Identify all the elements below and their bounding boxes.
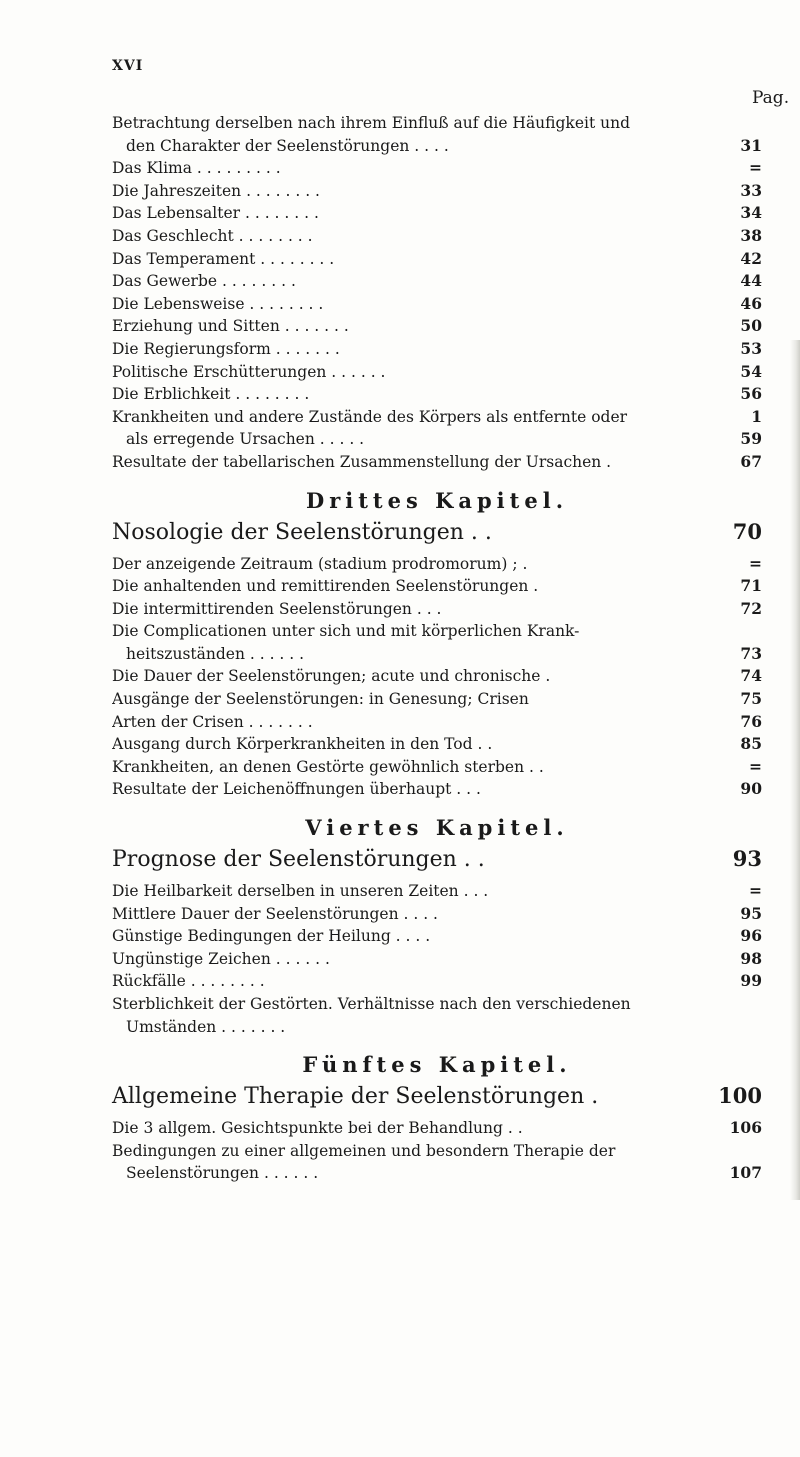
toc-entry: Das Temperament . . . . . . . . 42 — [112, 248, 762, 268]
toc-entry: Betrachtung derselben nach ihrem Einfluß auf die Häufigkeit und — [112, 114, 630, 132]
table-of-contents — [112, 112, 762, 1185]
toc-entry: Ungünstige Zeichen . . . . . . 98 — [112, 948, 762, 968]
toc-entry: Die Regierungsform . . . . . . . 53 — [112, 338, 762, 358]
toc-entry: heitszuständen . . . . . . 73 — [126, 643, 762, 663]
toc-entry: Günstige Bedingungen der Heilung . . . . 96 — [112, 926, 762, 946]
toc-entry: Die Heilbarkeit derselben in unseren Zeiten . . . = — [112, 881, 762, 901]
chapter-4-section — [112, 815, 762, 1038]
toc-entry: Seelenstörungen . . . . . . 107 — [126, 1163, 762, 1183]
toc-entry: Der anzeigende Zeitraum (stadium prodromorum) ; . = — [112, 553, 762, 573]
toc-entry: Erziehung und Sitten . . . . . . . 50 — [112, 316, 762, 336]
chapter-heading: Viertes Kapitel. — [305, 815, 569, 841]
toc-entry: Die 3 allgem. Gesichtspunkte bei der Behandlung . . 106 — [112, 1118, 762, 1138]
intro-section — [112, 112, 762, 474]
toc-entry: Die Lebensweise . . . . . . . . 46 — [112, 293, 762, 313]
toc-entry: Politische Erschütterungen . . . . . . 54 — [112, 361, 762, 381]
toc-entry: als erregende Ursachen . . . . . 59 — [126, 429, 762, 449]
toc-entry: Arten der Crisen . . . . . . . 76 — [112, 711, 762, 731]
pag-column-label: Pag. — [752, 88, 790, 108]
toc-entry: Die Dauer der Seelenstörungen; acute und chronische . 74 — [112, 666, 762, 686]
toc-entry: Die Complicationen unter sich und mit körperlichen Krank- — [112, 622, 580, 641]
toc-entry: den Charakter der Seelenstörungen . . . . 31 — [126, 135, 762, 155]
toc-entry: Das Klima . . . . . . . . . = — [112, 158, 762, 178]
toc-entry: Ausgang durch Körperkrankheiten in den Tod . . 85 — [112, 734, 762, 754]
page-number: XVI — [112, 58, 144, 74]
toc-entry: Mittlere Dauer der Seelenstörungen . . . . 95 — [112, 903, 762, 923]
toc-entry: Rückfälle . . . . . . . . 99 — [112, 971, 762, 991]
toc-entry: Das Gewerbe . . . . . . . . 44 — [112, 271, 762, 291]
toc-entry: Die anhaltenden und remittirenden Seelenstörungen . 71 — [112, 576, 762, 596]
toc-entry: Resultate der tabellarischen Zusammenstellung der Ursachen . 67 — [112, 451, 762, 471]
toc-entry: Krankheiten und andere Zustände des Körpers als entfernte oder 1 — [112, 406, 762, 426]
toc-entry: Die Erblichkeit . . . . . . . . 56 — [112, 384, 762, 404]
toc-entry: Das Geschlecht . . . . . . . . 38 — [112, 225, 762, 245]
toc-entry: Die intermittirenden Seelenstörungen . . . 72 — [112, 598, 762, 618]
toc-entry: Die Jahreszeiten . . . . . . . . 33 — [112, 180, 762, 200]
toc-entry: Sterblichkeit der Gestörten. Verhältnisse nach den verschiedenen — [112, 995, 631, 1013]
toc-entry: Umständen . . . . . . . — [126, 1017, 286, 1036]
chapter-title: Prognose der Seelenstörungen . . 93 — [112, 846, 762, 873]
page-edge-shadow — [790, 340, 800, 1200]
chapter-heading: Fünftes Kapitel. — [302, 1052, 572, 1078]
chapter-3-section — [112, 488, 762, 802]
chapter-title: Allgemeine Therapie der Seelenstörungen . 100 — [112, 1083, 762, 1110]
toc-entry: Bedingungen zu einer allgemeinen und besondern Therapie der — [112, 1141, 616, 1160]
chapter-5-section — [112, 1052, 762, 1185]
toc-entry: Das Lebensalter . . . . . . . . 34 — [112, 203, 762, 223]
toc-entry: Resultate der Leichenöffnungen überhaupt . . . 90 — [112, 779, 762, 799]
chapter-heading: Drittes Kapitel. — [305, 487, 569, 513]
toc-entry: Krankheiten, an denen Gestörte gewöhnlich sterben . . = — [112, 756, 762, 776]
toc-entry: Ausgänge der Seelenstörungen: in Genesung; Crisen 75 — [112, 689, 762, 709]
chapter-title: Nosologie der Seelenstörungen . . 70 — [112, 518, 762, 545]
